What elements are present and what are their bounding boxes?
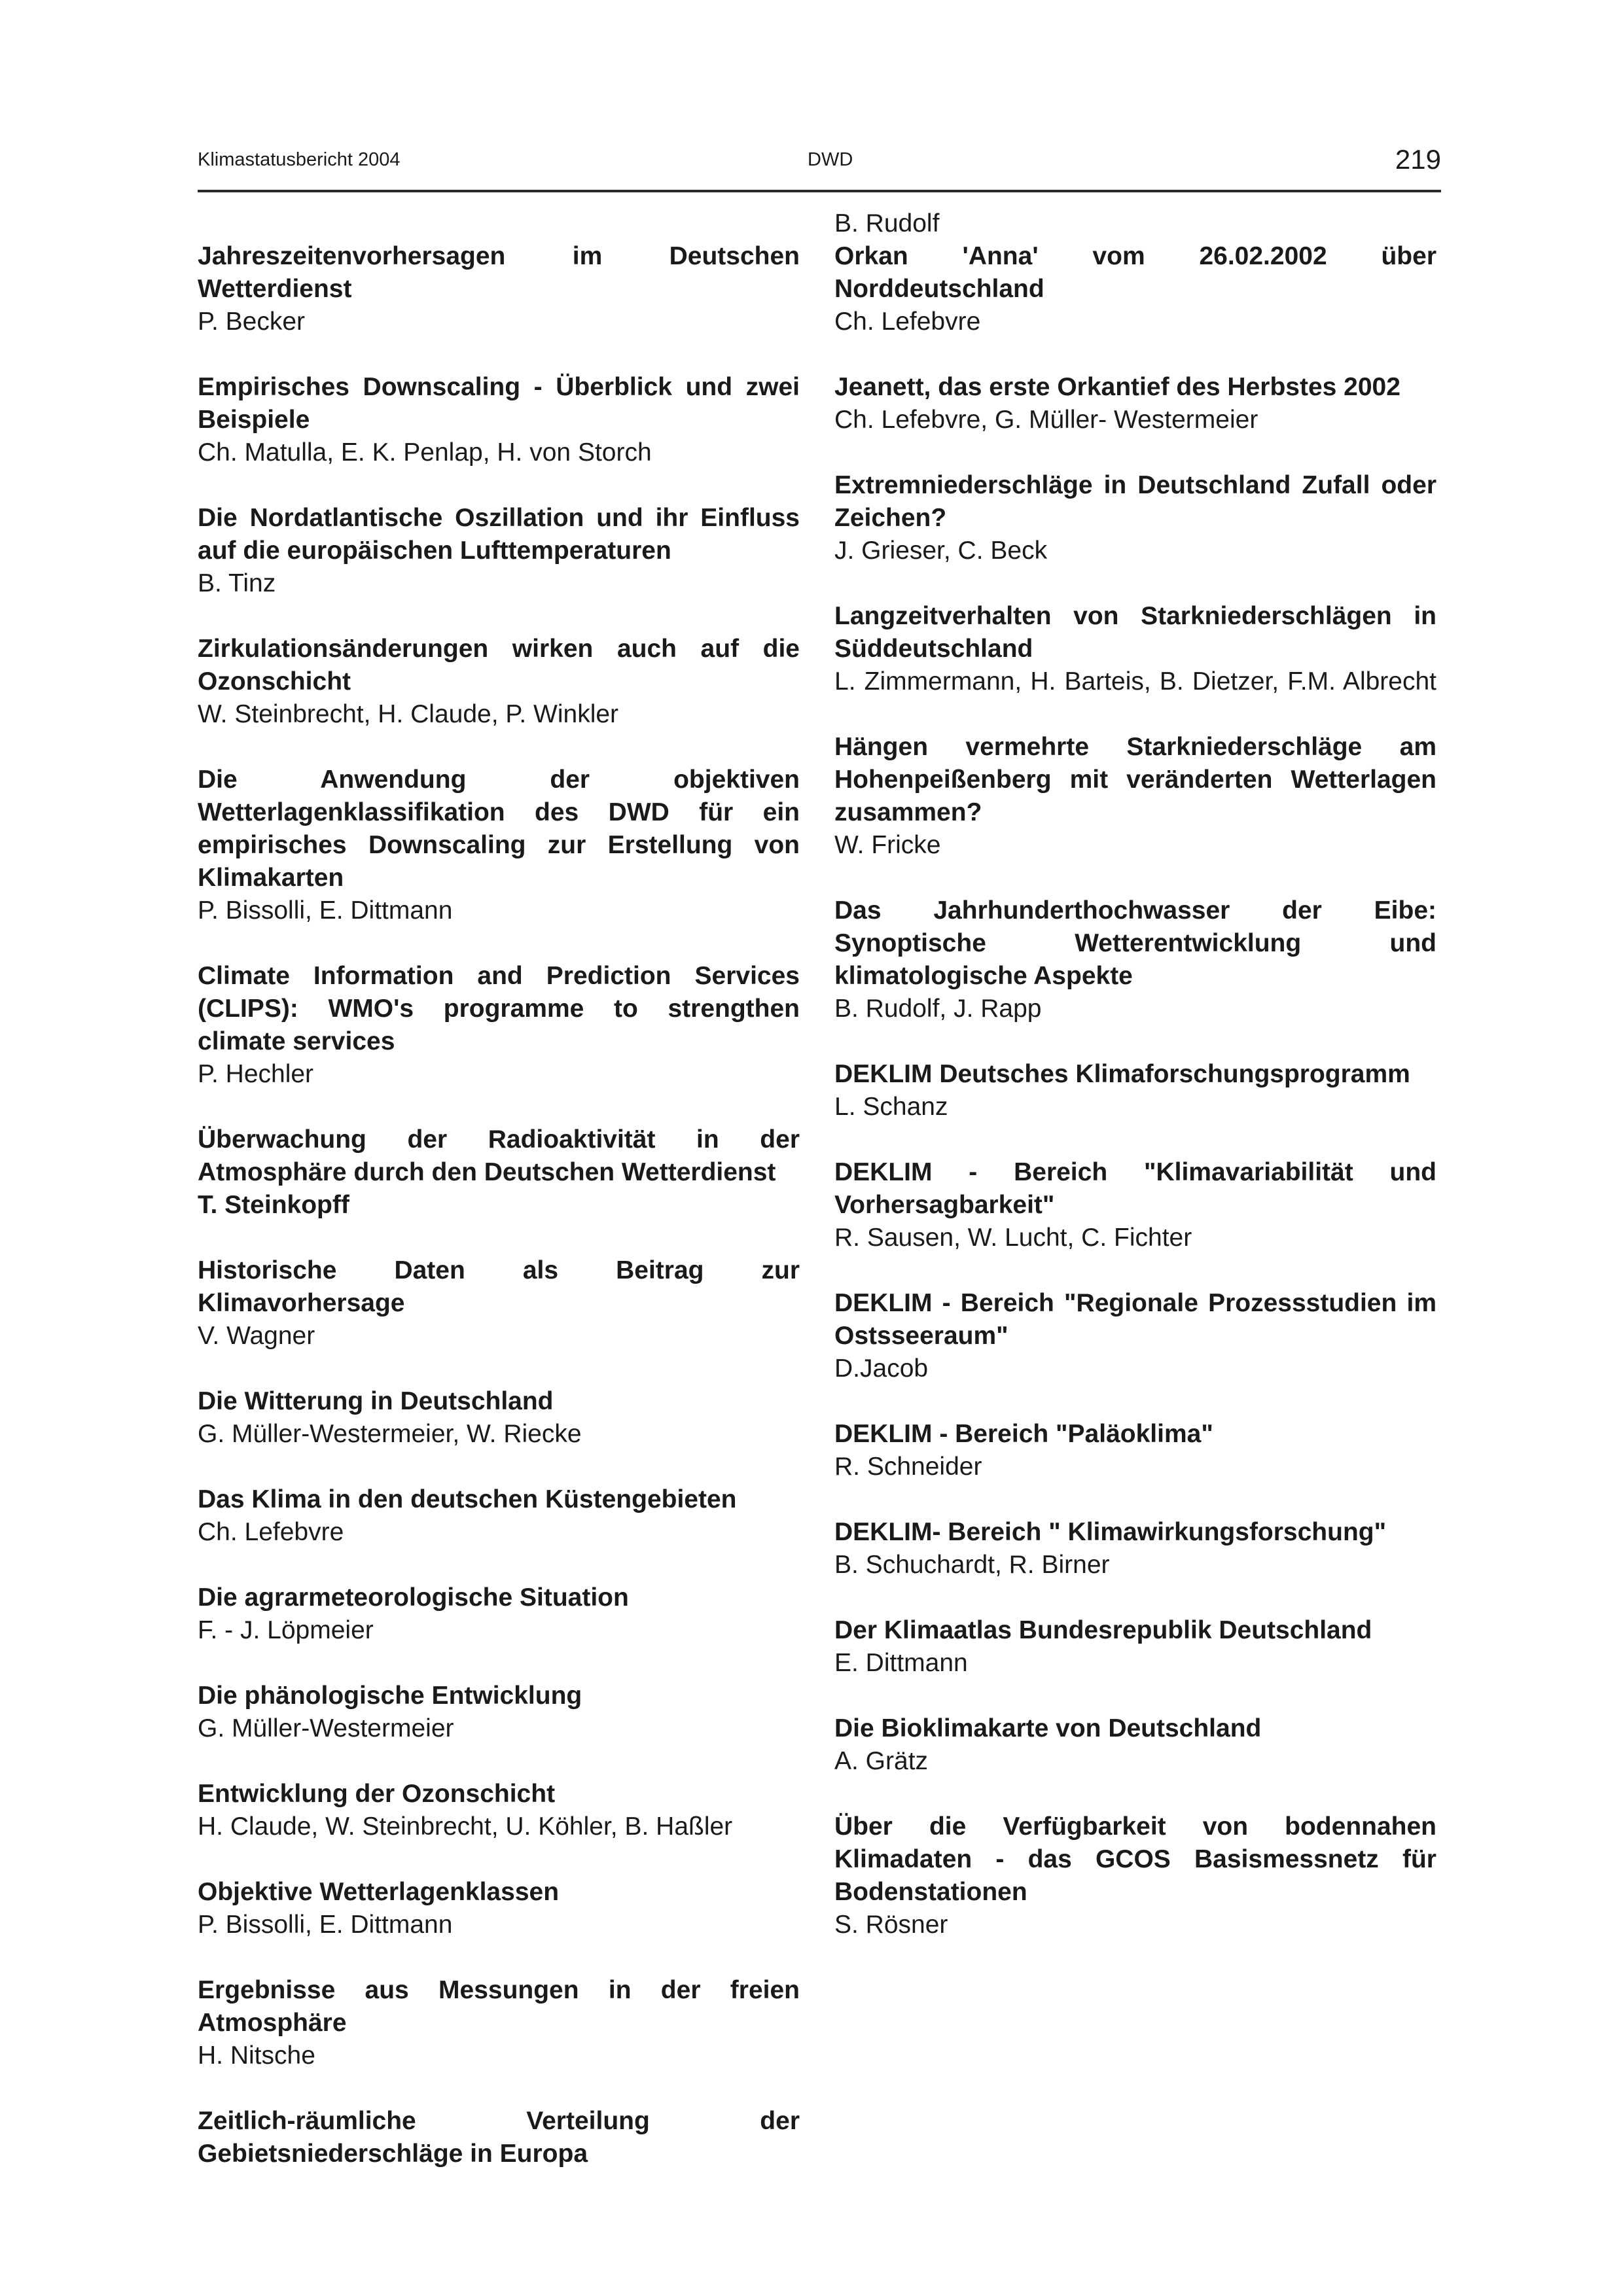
entry-title: Die Witterung in Deutschland (198, 1387, 554, 1415)
entry-title: DEKLIM - Bereich "Paläoklima" (834, 1420, 1213, 1448)
entry-title: Objektive Wetterlagenklassen (198, 1878, 560, 1906)
entry-authors: H. Claude, W. Steinbrecht, U. Köhler, B. Haßler (198, 1812, 733, 1841)
toc-entry (834, 600, 1436, 698)
toc-entry (834, 469, 1436, 567)
entry-authors: G. Müller-Westermeier (198, 1714, 454, 1742)
entry-authors: P. Bissolli, E. Dittmann (198, 1911, 453, 1939)
entry-authors: L. Zimmermann, H. Barteis, B. Dietzer, F.M. Albrecht (834, 667, 1436, 696)
page-number: 219 (1395, 144, 1441, 175)
entry-authors: B. Tinz (198, 569, 276, 597)
entry-title: Jahreszeitenvorhersagen im Deutschen Wetterdienst (198, 242, 800, 303)
entry-authors: H. Nitsche (198, 2041, 315, 2070)
entry-authors: R. Sausen, W. Lucht, C. Fichter (834, 1224, 1192, 1252)
entry-authors: F. - J. Löpmeier (198, 1616, 374, 1644)
toc-entry (198, 1385, 800, 1451)
entry-title: Das Klima in den deutschen Küstengebieten (198, 1485, 737, 1513)
toc-entry (834, 1418, 1436, 1483)
entry-authors: Ch. Matulla, E. K. Penlap, H. von Storch (198, 438, 652, 467)
entry-title: Überwachung der Radioaktivität in der Atmosphäre durch den Deutschen Wetterdienst (198, 1125, 800, 1186)
entry-title: Die Nordatlantische Oszillation und ihr Einfluss auf die europäischen Lufttemperaturen (198, 504, 800, 565)
toc-entry (198, 1254, 800, 1352)
toc-entry (834, 1516, 1436, 1581)
entry-authors: Ch. Lefebvre (834, 308, 981, 336)
toc-entry (834, 371, 1436, 436)
toc-entry (198, 1778, 800, 1843)
toc-entry (198, 1581, 800, 1647)
entry-title: Die Bioklimakarte von Deutschland (834, 1714, 1262, 1742)
entry-authors: A. Grätz (834, 1747, 929, 1775)
entry-title: DEKLIM- Bereich " Klimawirkungsforschung" (834, 1518, 1387, 1546)
toc-entry (834, 240, 1436, 338)
toc-entry (834, 1287, 1436, 1385)
toc-entry (198, 502, 800, 600)
entry-title: Zirkulationsänderungen wirken auch auf die Ozonschicht (198, 635, 800, 696)
entry-authors: J. Grieser, C. Beck (834, 537, 1048, 565)
entry-title: Die agrarmeteorologische Situation (198, 1583, 629, 1612)
entry-title: DEKLIM - Bereich "Klimavariabilität und Vorhersagbarkeit" (834, 1158, 1436, 1219)
entry-authors: Ch. Lefebvre (198, 1518, 344, 1546)
entry-title: Zeitlich-räumliche Verteilung der Gebietsniederschläge in Europa (198, 2107, 800, 2168)
continued-authors: B. Rudolf (834, 209, 940, 238)
toc-entry (834, 1810, 1436, 1941)
toc-entry (198, 240, 800, 338)
toc-entry (198, 1123, 800, 1222)
toc-entry (834, 1712, 1436, 1778)
toc-entry (834, 894, 1436, 1025)
toc-entry (834, 1156, 1436, 1254)
entry-authors: E. Dittmann (834, 1649, 968, 1677)
entry-authors: D.Jacob (834, 1354, 929, 1383)
toc-entry (198, 1974, 800, 2072)
toc-entry (198, 1680, 800, 1745)
entry-title: Entwicklung der Ozonschicht (198, 1780, 556, 1808)
entry-authors: Ch. Lefebvre, G. Müller- Westermeier (834, 406, 1258, 434)
entry-authors: S. Rösner (834, 1911, 948, 1939)
toc-entry (198, 633, 800, 731)
entry-authors: P. Hechler (198, 1060, 314, 1088)
entry-title: Empirisches Downscaling - Überblick und zwei Beispiele (198, 373, 800, 434)
report-title: Klimastatusbericht 2004 (198, 149, 401, 170)
entry-title: DEKLIM Deutsches Klimaforschungsprogramm (834, 1060, 1410, 1088)
toc-entry (198, 2105, 800, 2170)
entry-authors: B. Schuchardt, R. Birner (834, 1551, 1110, 1579)
entry-title: Orkan 'Anna' vom 26.02.2002 über Norddeutschland (834, 242, 1436, 303)
entry-authors: P. Bissolli, E. Dittmann (198, 896, 453, 925)
entry-authors: B. Rudolf, J. Rapp (834, 995, 1042, 1023)
toc-entry (198, 1483, 800, 1549)
entry-title: DEKLIM - Bereich "Regionale Prozessstudien im Ostsseeraum" (834, 1289, 1436, 1350)
toc-left-column (198, 240, 800, 2203)
page-header (198, 144, 1441, 183)
toc-entry (834, 731, 1436, 862)
entry-authors: W. Steinbrecht, H. Claude, P. Winkler (198, 700, 619, 728)
entry-title: Über die Verfügbarkeit von bodennahen Klimadaten - das GCOS Basismessnetz für Bodenstationen (834, 1812, 1436, 1906)
entry-authors: W. Fricke (834, 831, 941, 859)
entry-title: Historische Daten als Beitrag zur Klimavorhersage (198, 1256, 800, 1317)
entry-authors: L. Schanz (834, 1093, 948, 1121)
publisher: DWD (808, 149, 853, 170)
entry-title: Das Jahrhunderthochwasser der Eibe: Synoptische Wetterentwicklung und klimatologische Aspekte (834, 896, 1436, 990)
entry-title: Langzeitverhalten von Starkniederschlägen in Süddeutschland (834, 602, 1436, 663)
entry-title: Ergebnisse aus Messungen in der freien Atmosphäre (198, 1976, 800, 2037)
entry-title: Der Klimaatlas Bundesrepublik Deutschland (834, 1616, 1372, 1644)
toc-entry (198, 960, 800, 1091)
entry-authors: T. Steinkopff (198, 1191, 349, 1219)
entry-title: Die Anwendung der objektiven Wetterlagenklassifikation des DWD für ein empirisches Downscaling zur Erstellung von Klimakarten (198, 766, 800, 892)
toc-entry (198, 371, 800, 469)
toc-entry (198, 764, 800, 927)
toc-entry (834, 1058, 1436, 1123)
entry-authors: P. Becker (198, 308, 306, 336)
entry-title: Die phänologische Entwicklung (198, 1682, 582, 1710)
toc-entry (834, 1614, 1436, 1680)
toc-entry (198, 1876, 800, 1941)
entry-authors: V. Wagner (198, 1322, 315, 1350)
header-rule (198, 190, 1441, 192)
entry-authors: G. Müller-Westermeier, W. Riecke (198, 1420, 582, 1448)
entry-title: Jeanett, das erste Orkantief des Herbstes 2002 (834, 373, 1400, 401)
toc-right-column (834, 207, 1436, 1974)
entry-title: Hängen vermehrte Starkniederschläge am Hohenpeißenberg mit veränderten Wetterlagen zusammen? (834, 733, 1436, 826)
entry-authors: R. Schneider (834, 1453, 982, 1481)
entry-title: Extremniederschläge in Deutschland Zufall oder Zeichen? (834, 471, 1436, 532)
entry-title: Climate Information and Prediction Services (CLIPS): WMO's programme to strengthen climate services (198, 962, 800, 1055)
